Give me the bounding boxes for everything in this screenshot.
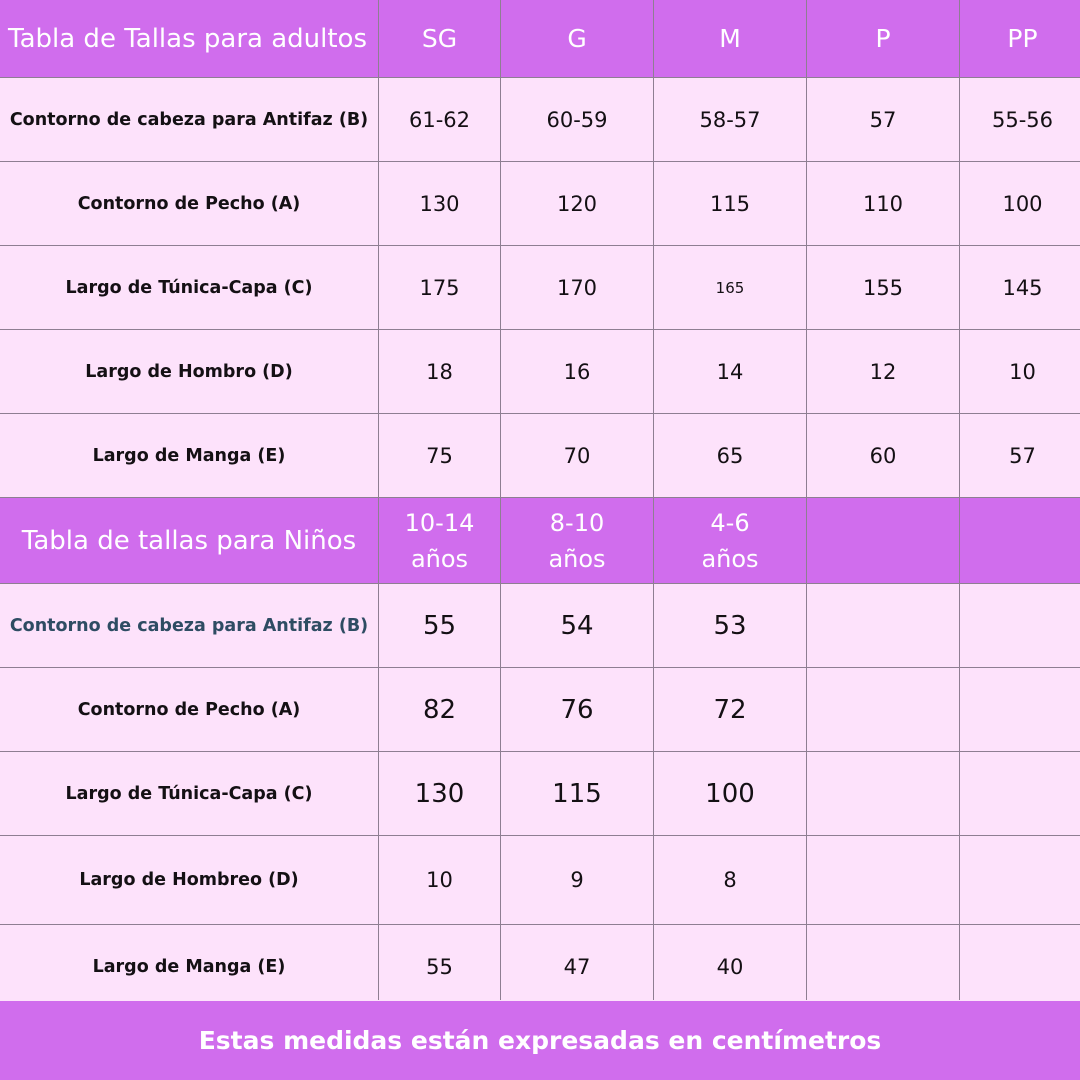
adults-size-header: PP — [960, 0, 1080, 77]
kids-empty-cell — [807, 752, 959, 835]
adults-row-label: Largo de Hombro (D) — [0, 330, 378, 413]
kids-empty-cell — [960, 836, 1080, 924]
adults-cell: 57 — [960, 414, 1080, 497]
adults-size-header: M — [654, 0, 806, 77]
kids-cell: 130 — [379, 752, 500, 835]
kids-size-range: 8-10 — [549, 508, 605, 537]
adults-cell: 170 — [501, 246, 653, 329]
adults-cell: 58-57 — [654, 78, 806, 161]
kids-cell: 115 — [501, 752, 653, 835]
adults-cell: 10 — [960, 330, 1080, 413]
adults-cell: 55-56 — [960, 78, 1080, 161]
adults-size-header: P — [807, 0, 959, 77]
kids-row-label: Contorno de Pecho (A) — [0, 668, 378, 751]
kids-cell: 53 — [654, 584, 806, 667]
kids-cell: 47 — [501, 925, 653, 1009]
kids-empty-header — [807, 498, 959, 583]
kids-row-label: Contorno de cabeza para Antifaz (B) — [0, 584, 378, 667]
kids-size-unit: años — [701, 544, 759, 573]
adults-cell: 155 — [807, 246, 959, 329]
kids-size-range: 4-6 — [710, 508, 750, 537]
adults-cell: 65 — [654, 414, 806, 497]
adults-row-label: Contorno de cabeza para Antifaz (B) — [0, 78, 378, 161]
units-footer: Estas medidas están expresadas en centímetros — [0, 1001, 1080, 1080]
kids-cell: 100 — [654, 752, 806, 835]
kids-cell: 40 — [654, 925, 806, 1009]
kids-empty-cell — [807, 836, 959, 924]
adults-size-header: SG — [379, 0, 500, 77]
kids-empty-cell — [960, 925, 1080, 1009]
adults-row-label: Contorno de Pecho (A) — [0, 162, 378, 245]
adults-cell: 75 — [379, 414, 500, 497]
kids-empty-cell — [960, 584, 1080, 667]
kids-size-header — [379, 498, 500, 583]
kids-cell: 54 — [501, 584, 653, 667]
adults-cell: 100 — [960, 162, 1080, 245]
adults-table-title: Tabla de Tallas para adultos — [0, 0, 378, 77]
adults-row-label: Largo de Manga (E) — [0, 414, 378, 497]
adults-cell: 18 — [379, 330, 500, 413]
kids-cell: 55 — [379, 584, 500, 667]
adults-cell: 70 — [501, 414, 653, 497]
kids-size-range: 10-14 — [404, 508, 475, 537]
kids-table-title: Tabla de tallas para Niños — [0, 498, 378, 583]
adults-cell: 16 — [501, 330, 653, 413]
kids-size-header — [501, 498, 653, 583]
kids-size-header — [654, 498, 806, 583]
kids-empty-header — [960, 498, 1080, 583]
kids-cell: 82 — [379, 668, 500, 751]
adults-cell: 12 — [807, 330, 959, 413]
kids-empty-cell — [807, 668, 959, 751]
kids-cell: 55 — [379, 925, 500, 1009]
adults-cell: 14 — [654, 330, 806, 413]
adults-cell: 145 — [960, 246, 1080, 329]
adults-row-label: Largo de Túnica-Capa (C) — [0, 246, 378, 329]
adults-cell: 165 — [654, 246, 806, 329]
kids-row-label: Largo de Manga (E) — [0, 925, 378, 1009]
adults-cell: 120 — [501, 162, 653, 245]
adults-cell: 61-62 — [379, 78, 500, 161]
adults-cell: 175 — [379, 246, 500, 329]
adults-cell: 57 — [807, 78, 959, 161]
adults-cell: 60-59 — [501, 78, 653, 161]
kids-cell: 76 — [501, 668, 653, 751]
kids-empty-cell — [807, 584, 959, 667]
kids-row-label: Largo de Hombreo (D) — [0, 836, 378, 924]
kids-empty-cell — [960, 668, 1080, 751]
adults-size-header: G — [501, 0, 653, 77]
kids-cell: 10 — [379, 836, 500, 924]
kids-size-unit: años — [548, 544, 606, 573]
adults-cell: 110 — [807, 162, 959, 245]
kids-cell: 72 — [654, 668, 806, 751]
kids-cell: 9 — [501, 836, 653, 924]
adults-cell: 130 — [379, 162, 500, 245]
kids-empty-cell — [960, 752, 1080, 835]
kids-empty-cell — [807, 925, 959, 1009]
adults-cell: 60 — [807, 414, 959, 497]
kids-cell: 8 — [654, 836, 806, 924]
kids-size-unit: años — [410, 544, 469, 573]
kids-row-label: Largo de Túnica-Capa (C) — [0, 752, 378, 835]
adults-cell: 115 — [654, 162, 806, 245]
